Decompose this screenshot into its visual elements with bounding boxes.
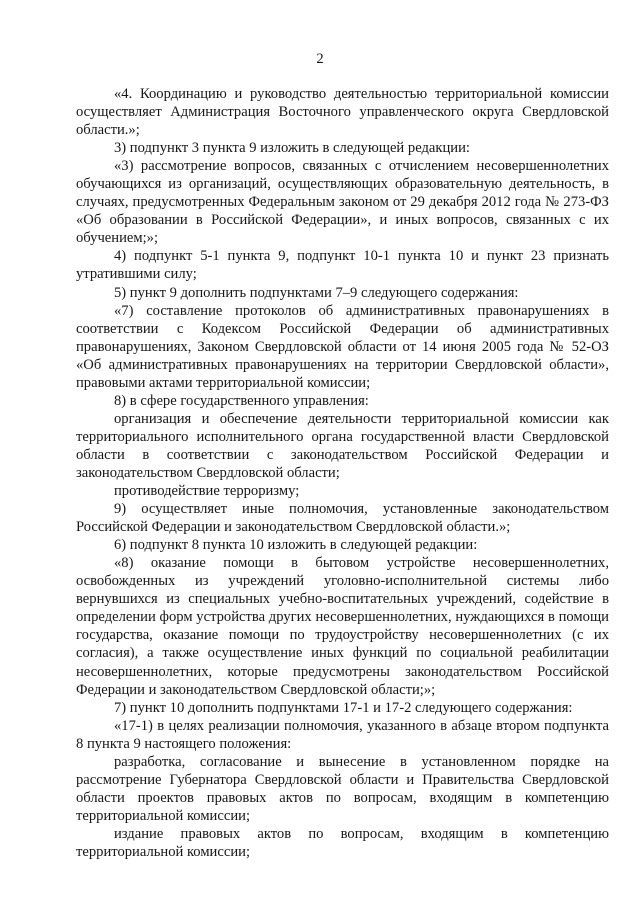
paragraph: «3) рассмотрение вопросов, связанных с отчислением несовершеннолетних обучающихся из организаций, осуществляющих образовательную деятельность, в случаях, предусмотренных Федеральным законом от 29 декабря 2012 года № 273-ФЗ «Об образовании в Российской Федерации», и иных вопросов, связанных с их обучением;»; xyxy=(76,158,609,247)
paragraph: «8) оказание помощи в бытовом устройстве несовершеннолетних, освобожденных из учреждений уголовно-исполнительной системы либо вернувшихся из специальных учебно-воспитательных учреждений, содействие в определении форм устройства других несовершеннолетних, нуждающихся в помощи государства, оказание помощи по трудоустройству несовершеннолетних (с их согласия), а также осуществление иных функций по социальной реабилитации несовершеннолетних, которые предусмотрены законодательством Российской Федерации и законодательством Свердловской области;»; xyxy=(76,555,609,698)
paragraph: «17-1) в целях реализации полномочия, указанного в абзаце втором подпункта 8 пункта 9 настоящего положения: xyxy=(76,717,609,752)
paragraph: «4. Координацию и руководство деятельностью территориальной комиссии осуществляет Администрация Восточного управленческого округа Свердловской области.»; xyxy=(76,86,609,139)
paragraph: 7) пункт 10 дополнить подпунктами 17-1 и 17-2 следующего содержания: xyxy=(114,699,573,716)
paragraph: противодействие терроризму; xyxy=(114,483,300,500)
paragraph: «7) составление протоколов об административных правонарушениях в соответствии с Кодексом Российской Федерации об административных правонарушениях, Законом Свердловской области от 14 июня 2005 года № 52-ОЗ «Об административных правонарушениях на территории Свердловской области», правовыми актами территориальной комиссии; xyxy=(76,302,609,391)
document-body xyxy=(76,85,609,861)
paragraph: 8) в сфере государственного управления: xyxy=(114,392,369,409)
paragraph: 6) подпункт 8 пункта 10 изложить в следующей редакции: xyxy=(114,537,478,554)
paragraph: 3) подпункт 3 пункта 9 изложить в следующей редакции: xyxy=(114,140,470,157)
page-number: 2 xyxy=(316,51,324,67)
paragraph: издание правовых актов по вопросам, входящим в компетенцию территориальной комиссии; xyxy=(76,825,609,860)
paragraph: 5) пункт 9 дополнить подпунктами 7–9 следующего содержания: xyxy=(114,284,519,301)
paragraph: 9) осуществляет иные полномочия, установленные законодательством Российской Федерации и законодательством Свердловской области.»; xyxy=(76,501,609,536)
paragraph: разработка, согласование и вынесение в установленном порядке на рассмотрение Губернатора Свердловской области и Правительства Свердловской области проектов правовых актов по вопросам, входящим в компетенцию территориальной комиссии; xyxy=(76,753,609,824)
paragraph: организация и обеспечение деятельности территориальной комиссии как территориального исполнительного органа государственной власти Свердловской области в соответствии с законодательством Российской Федерации и законодательством Свердловской области; xyxy=(76,410,609,481)
paragraph: 4) подпункт 5-1 пункта 9, подпункт 10-1 пункта 10 и пункт 23 признать утратившими силу; xyxy=(76,248,609,283)
